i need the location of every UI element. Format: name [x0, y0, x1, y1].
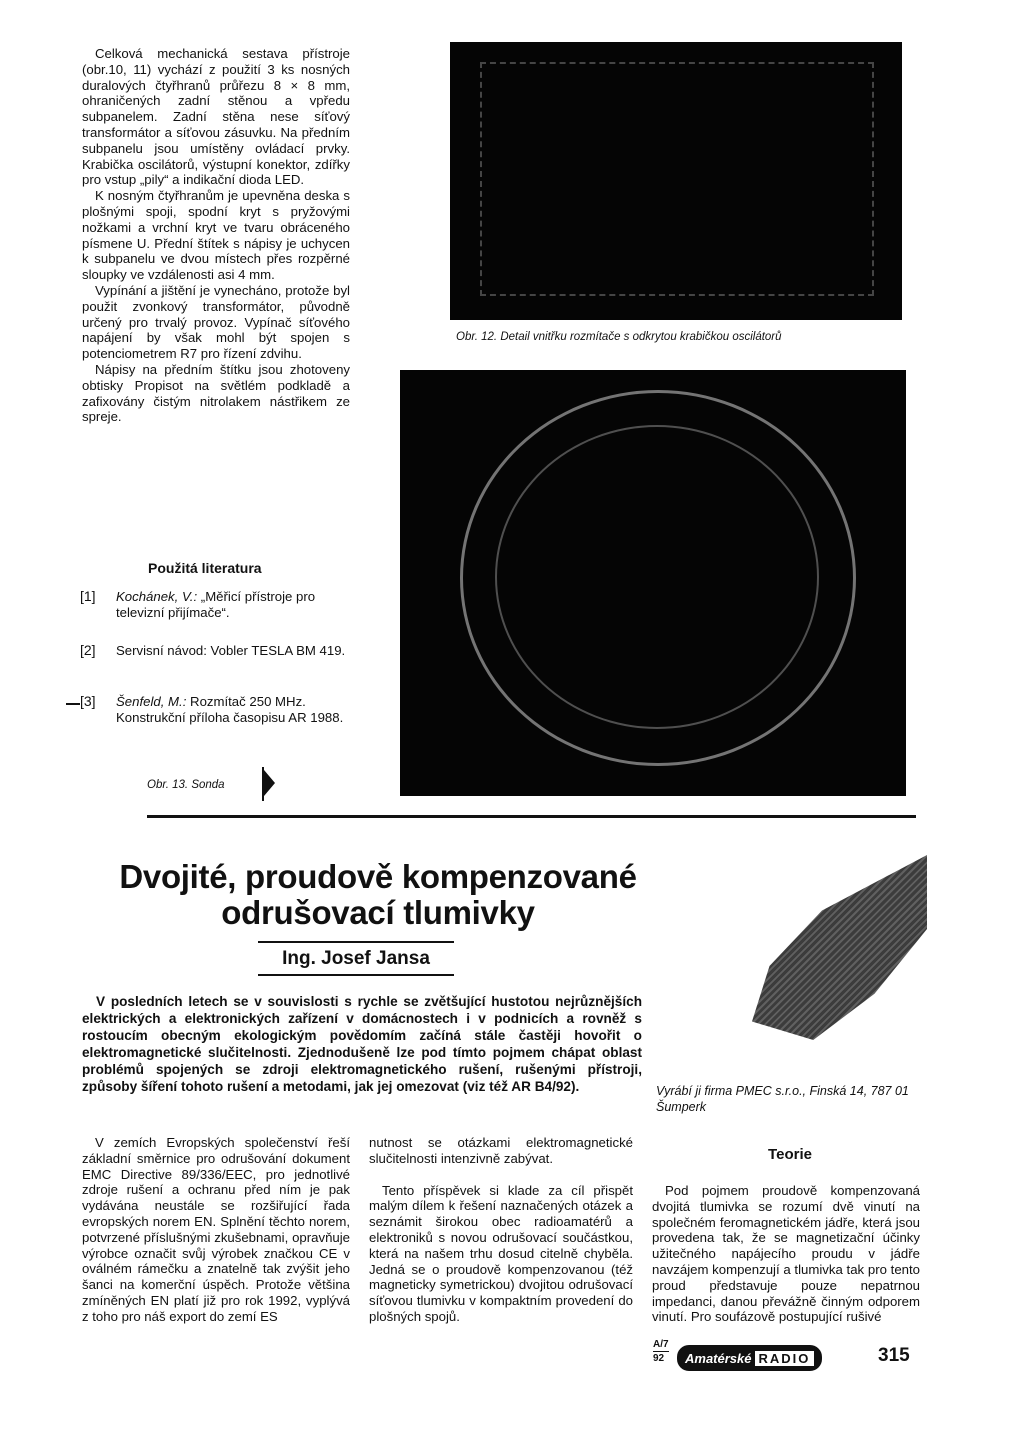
reference-number: [1]: [80, 588, 96, 604]
issue-divider: [653, 1351, 669, 1352]
reference-author: Šenfeld, M.:: [116, 694, 187, 709]
section-divider: [147, 815, 916, 818]
intro-paragraph: K nosným čtyřhranům je upevněna deska s plošnými spoji, spodní kryt s pryžovými nožkami a vrchní kryt ve tvaru obráceného písmene U. Přední štítek s nápisy je uchycen k subpanelu ve dvou místech přes rozpěrné sloupky ve vzdálenosti asi 4 mm.: [82, 188, 350, 283]
author-block: [258, 941, 454, 976]
magazine-logo: [677, 1345, 822, 1371]
logo-script-text: Amatérské: [685, 1350, 752, 1366]
article-column-1: [82, 1135, 350, 1325]
article-author: Ing. Josef Jansa: [282, 948, 430, 969]
choke-photo: [752, 855, 927, 1040]
manufacturer-note: Vyrábí ji firma PMEC s.r.o., Finská 14, 787 01 Šumperk: [656, 1084, 909, 1114]
figure-12-photo: [450, 42, 902, 320]
figure-13-caption: Obr. 13. Sonda: [147, 779, 225, 791]
issue-number: [653, 1339, 669, 1364]
reference-number: [3]: [80, 693, 96, 709]
reference-text: „Měřicí přístroje pro televizní přijímače“.: [116, 589, 316, 620]
issue-number-top: A/7: [653, 1339, 669, 1350]
reference-item: [80, 643, 355, 659]
reference-text: Servisní návod: Vobler TESLA BM 419.: [116, 643, 346, 658]
article-abstract: [82, 993, 642, 1095]
article-column-2: [369, 1135, 633, 1325]
reference-author: Kochánek, V.:: [116, 589, 198, 604]
section-heading-teorie: Teorie: [768, 1146, 812, 1163]
arrow-right-icon: [264, 770, 275, 796]
body-paragraph: nutnost se otázkami elektromagnetické slučitelnosti intenzivně zabývat.: [369, 1135, 633, 1166]
figure-12-caption: Obr. 12. Detail vnitřku rozmítače s odkrytou krabičkou oscilátorů: [456, 331, 782, 343]
reference-item: [80, 589, 355, 621]
author-rule-top: [258, 941, 454, 943]
logo-caps-text: RADIO: [755, 1351, 815, 1366]
body-paragraph: Pod pojmem proudově kompenzovaná dvojitá tlumivka se rozumí dvě vinutí na společném feromagnetickém jádře, která jsou provedena tak, že se magnetizační účinky užitečného napájecího proudu v jádře navzájem kompenzují a tlumivka tak pro tento proud představuje pouze nepatrnou impedanci, danou převážně činným odporem vinutí. Pro soufázově postupující rušivé: [652, 1183, 920, 1325]
literature-heading: Použitá literatura: [148, 560, 262, 576]
intro-paragraph: Nápisy na předním štítku jsou zhotoveny obtisky Propisot na světlém podkladě a zafixovány čistým nitrolakem nástřikem ze spreje.: [82, 361, 350, 425]
abstract-text: V posledních letech se v souvislosti s rychle se zvětšující hustotou nejrůznějších elektrických a elektronických zařízení v domácnostech i v podnicích a rovněž s rostoucím obecným ekologickým povědomím začíná stále častěji hovořit o elektromagnetické slučitelnosti. Zjednodušeně lze pod tímto pojmem chápat oblast problémů spojených se zdroji elektromagnetického rušení, rušenými přístroji, způsoby šíření tohoto rušení a metodami, jak jej omezovat (viz též AR B4/92).: [82, 994, 642, 1094]
reference-number: [2]: [80, 642, 96, 658]
article-title: Dvojité, proudově kompenzované odrušovací tlumivky: [119, 858, 637, 931]
page-number: 315: [878, 1345, 910, 1366]
issue-year: 92: [653, 1353, 665, 1364]
body-paragraph: V zemích Evropských společenství řeší základní směrnice pro odrušování dokument EMC Directive 89/336/EEC, pro jednotlivé zdroje rušení a ochranu před ním je pak vydávána neustále se rozšiřující řada evropských norem EN. Splnění těchto norem, potvrzené příslušnými zkušebnami, opravňuje výrobce označit svůj výrobek značkou CE v oválném rámečku a znatelně tak zvýšit jeho šanci na komerční úspěch. Protože většina zmíněných EN platí již pro rok 1992, vyplývá z toho pro náš export do zemí ES: [82, 1135, 350, 1324]
reference-item: [80, 694, 355, 726]
intro-paragraph: Celková mechanická sestava přístroje (obr.10, 11) vychází z použití 3 ks nosných duralových čtyřhranů průřezu 8 × 8 mm, ohraničených zadní stěnou a vpředu subpanelem. Zadní stěna nese síťový transformátor a síťovou zásuvku. Na předním subpanelu jsou umístěny ovládací prvky. Krabička oscilátorů, výstupní konektor, zdířky pro vstup „pily“ a indikační dioda LED.: [82, 46, 350, 188]
intro-paragraph: Vypínání a jištění je vynecháno, protože byl použit zvonkový transformátor, původně určený pro trvalý provoz. Vypínač síťového napájení by však mohl být spojen s potenciometrem R7 pro řízení zdvihu.: [82, 282, 350, 362]
intro-text-column: [82, 46, 350, 425]
reference-dash: [66, 703, 80, 705]
body-paragraph: Tento příspěvek si klade za cíl přispět malým dílem k řešení naznačených otázek a seznámit širokou obec radioamatérů a elektroniků s novou odrušovací součástkou, která na našem trhu dosud citelně chyběla. Jedná se o proudově kompenzovanou (též magneticky symetrickou) dvojitou odrušovací síťovou tlumivku v kompaktním provedení do plošných spojů.: [369, 1182, 633, 1324]
article-column-3: [652, 1183, 920, 1325]
author-rule-bottom: [258, 974, 454, 976]
figure-13-photo: [400, 370, 906, 796]
reference-text: Rozmítač 250 MHz. Konstrukční příloha časopisu AR 1988.: [116, 694, 344, 725]
